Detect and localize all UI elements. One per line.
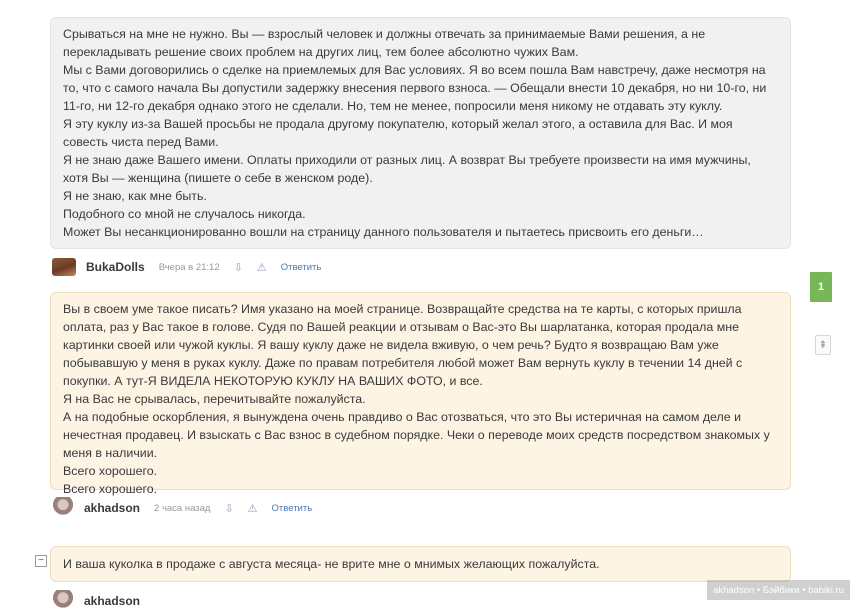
rating-badge[interactable]: 1 <box>810 272 832 302</box>
author-name[interactable]: akhadson <box>84 594 141 608</box>
comment-time: 2 часа назад <box>154 502 211 514</box>
comment-line: Я не знаю, как мне быть. <box>63 189 207 203</box>
comment-body <box>50 17 791 249</box>
comment-line: Я на Вас не срывалась, перечитывайте пожалуйста. <box>63 392 366 406</box>
comment-line: А на подобные оскорбления, я вынуждена очень правдиво о Вас отозваться, что это Вы истеричная на самом деле и нечестная продавец. И взыскать с Вас взнос в судебном порядке. Чеки о переводе моих средств посредством знакомых у меня в наличии. <box>63 410 770 460</box>
comment-line: Всего хорошего. <box>63 464 158 478</box>
comment-body <box>50 546 791 582</box>
scroll-top-icon[interactable]: ⇞ <box>815 335 831 355</box>
comment-body <box>50 292 791 496</box>
download-arrow-icon[interactable]: ⇩ <box>233 261 243 274</box>
reply-link[interactable]: Ответить <box>280 261 322 273</box>
author-name[interactable]: BukaDolls <box>86 260 145 274</box>
comment-line: Я не знаю даже Вашего имени. Оплаты приходили от разных лиц. А возврат Вы требуете произвести на имя мужчины, хотя Вы — женщина (пишете о себе в женском роде). <box>63 153 751 185</box>
avatar[interactable] <box>52 590 74 612</box>
comment-line: Всего хорошего. <box>63 482 158 496</box>
avatar[interactable] <box>52 497 74 519</box>
comment-meta <box>52 497 312 519</box>
comment-line: Срываться на мне не нужно. Вы — взрослый человек и должны отвечать за принимаемые Вами решения, а не перекладывать решение своих проблем на других лиц, тем более абсолютно чужих Вам. <box>63 27 706 59</box>
comment-line: Подобного со мной не случалось никогда. <box>63 207 306 221</box>
reply-link[interactable]: Ответить <box>271 502 313 514</box>
comment-line: Я эту куклу из-за Вашей просьбы не продала другому покупателю, который желал этого, а оставила для Вас. И моя совесть чиста перед Вами. <box>63 117 733 149</box>
author-name[interactable]: akhadson <box>84 501 141 515</box>
watermark: akhadson • Бэйбики • babiki.ru <box>707 580 850 600</box>
download-arrow-icon[interactable]: ⇩ <box>224 502 234 515</box>
comment-line: Вы в своем уме такое писать? Имя указано на моей странице. Возвращайте средства на те карты, с которых пришла оплата, раз у Вас такое в голове. Судя по Вашей реакции и отзывам о Вас-это Вы шарлатанка, которая продала мне картинки своей или чужой куклы. Я вашу куклу даже не видела вживую, о чем речь? Будто я возвращаю Вам уже побывавшую у меня в руках куклу. Даже по правам потребителя любой может Вам вернуть куклу в течении 14 дней с покупки. А тут-Я ВИДЕЛА НЕКОТОРУЮ КУКЛУ НА ВАШИХ ФОТО, и все. <box>63 302 743 388</box>
comment-line: Мы с Вами договорились о сделке на приемлемых для Вас условиях. Я во всем пошла Вам навстречу, даже несмотря на то, что с самого начала Вы допустили задержку внесения первого взноса. — Обещали внести 10 декабря, но ни 10-го, ни 11-го, ни 12-го декабря однако этого не сделали. Но, тем не менее, попросили меня никому не отдавать эту куклу. <box>63 63 767 113</box>
comment-meta <box>52 256 321 278</box>
warning-flag-icon[interactable]: ⚠ <box>247 502 258 515</box>
collapse-toggle[interactable]: − <box>35 555 47 567</box>
warning-flag-icon[interactable]: ⚠ <box>256 261 267 274</box>
avatar[interactable] <box>52 258 76 276</box>
comment-line: И ваша куколка в продаже с августа месяца- не врите мне о мнимых желающих пожалуйста. <box>63 557 600 571</box>
comment-line: Может Вы несанкционированно вошли на страницу данного пользователя и пытаетесь присвоить его деньги… <box>63 225 704 239</box>
comment-meta <box>52 590 140 612</box>
comment-time: Вчера в 21:12 <box>158 261 220 273</box>
